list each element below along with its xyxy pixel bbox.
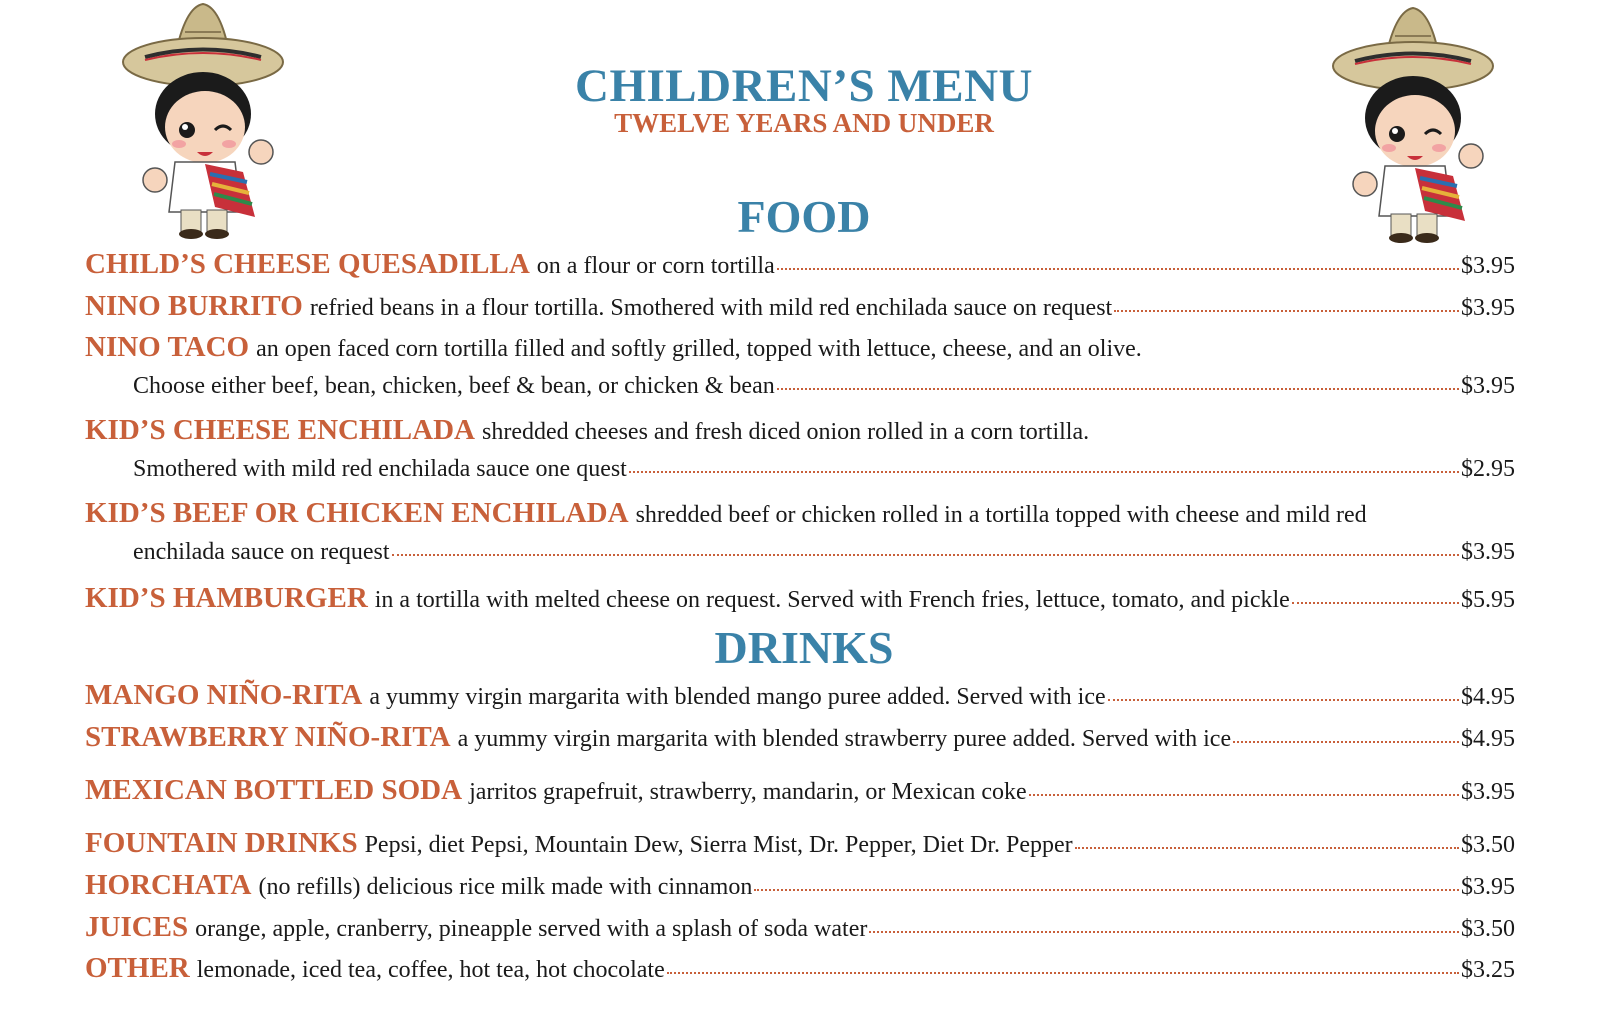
item-description: refried beans in a flour tortilla. Smothered with mild red enchilada sauce on request	[309, 295, 1113, 321]
item-description: lemonade, iced tea, coffee, hot tea, hot chocolate	[196, 957, 665, 983]
menu-item	[85, 679, 1523, 715]
menu-item-continuation	[133, 539, 1523, 575]
dotted-leader	[777, 387, 1459, 390]
item-description: orange, apple, cranberry, pineapple served with a splash of soda water	[195, 916, 868, 942]
menu-item	[85, 248, 1523, 284]
item-price: $4.95	[1461, 726, 1515, 752]
item-price: $3.95	[1461, 874, 1515, 900]
dotted-leader	[754, 888, 1459, 891]
dotted-leader	[1075, 846, 1459, 849]
menu-item	[85, 290, 1523, 326]
item-description: shredded cheeses and fresh diced onion rolled in a corn tortilla.	[481, 419, 1090, 445]
item-name: MANGO NIÑO-RITA	[85, 679, 363, 711]
item-description: (no refills) delicious rice milk made with cinnamon	[258, 874, 753, 900]
menu-item	[85, 331, 1523, 367]
item-description: a yummy virgin margarita with blended mango puree added. Served with ice	[369, 684, 1106, 710]
dotted-leader	[1292, 601, 1459, 604]
section-heading-food: FOOD	[737, 191, 871, 242]
item-price: $4.95	[1461, 684, 1515, 710]
item-description: on a flour or corn tortilla	[536, 253, 775, 279]
item-price: $3.95	[1461, 779, 1515, 805]
dotted-leader	[667, 971, 1459, 974]
item-price: $5.95	[1461, 587, 1515, 613]
item-price: $3.95	[1461, 253, 1515, 279]
item-name: JUICES	[85, 911, 189, 943]
dotted-leader	[1114, 309, 1459, 312]
menu-item-continuation	[133, 456, 1523, 492]
item-name: KID’S CHEESE ENCHILADA	[85, 414, 475, 446]
item-name: KID’S HAMBURGER	[85, 582, 368, 614]
menu-item	[85, 414, 1523, 450]
item-price: $3.50	[1461, 832, 1515, 858]
item-name: KID’S BEEF OR CHICKEN ENCHILADA	[85, 497, 629, 529]
dotted-leader	[777, 267, 1459, 270]
dotted-leader	[869, 930, 1459, 933]
item-name: FOUNTAIN DRINKS	[85, 827, 358, 859]
item-description: Smothered with mild red enchilada sauce one quest	[133, 456, 627, 482]
item-name: OTHER	[85, 952, 190, 984]
item-price: $3.95	[1461, 373, 1515, 399]
item-price: $3.95	[1461, 295, 1515, 321]
item-description: jarritos grapefruit, strawberry, mandarin, or Mexican coke	[469, 779, 1027, 805]
item-name: NINO TACO	[85, 331, 250, 363]
dotted-leader	[1233, 740, 1459, 743]
item-price: $3.50	[1461, 916, 1515, 942]
item-price: $3.25	[1461, 957, 1515, 983]
menu-item-continuation	[133, 373, 1523, 409]
item-description: an open faced corn tortilla filled and softly grilled, topped with lettuce, cheese, and an olive.	[256, 336, 1142, 362]
item-description: a yummy virgin margarita with blended strawberry puree added. Served with ice	[457, 726, 1232, 752]
item-name: NINO BURRITO	[85, 290, 303, 322]
item-name: STRAWBERRY NIÑO-RITA	[85, 721, 451, 753]
section-heading-drinks: DRINKS	[714, 622, 894, 673]
menu-item	[85, 774, 1523, 810]
item-price: $2.95	[1461, 456, 1515, 482]
menu-item	[85, 721, 1523, 757]
menu-item	[85, 952, 1523, 988]
dotted-leader	[1029, 793, 1459, 796]
dotted-leader	[629, 470, 1459, 473]
item-price: $3.95	[1461, 539, 1515, 565]
item-description: enchilada sauce on request	[133, 539, 390, 565]
menu-item	[85, 827, 1523, 863]
menu-title: CHILDREN’S MENU	[575, 60, 1033, 112]
item-name: HORCHATA	[85, 869, 252, 901]
menu-item	[85, 582, 1523, 618]
menu-subtitle: TWELVE YEARS AND UNDER	[614, 108, 994, 138]
menu-item	[85, 911, 1523, 947]
item-name: CHILD’S CHEESE QUESADILLA	[85, 248, 530, 280]
menu-item	[85, 497, 1523, 533]
item-description: Choose either beef, bean, chicken, beef & bean, or chicken & bean	[133, 373, 775, 399]
dotted-leader	[392, 553, 1459, 556]
menu-item	[85, 869, 1523, 905]
item-description: in a tortilla with melted cheese on request. Served with French fries, lettuce, tomato, and pickle	[374, 587, 1290, 613]
item-name: MEXICAN BOTTLED SODA	[85, 774, 463, 806]
item-description: Pepsi, diet Pepsi, Mountain Dew, Sierra Mist, Dr. Pepper, Diet Dr. Pepper	[364, 832, 1073, 858]
dotted-leader	[1108, 698, 1459, 701]
item-description: shredded beef or chicken rolled in a tortilla topped with cheese and mild red	[635, 502, 1367, 528]
